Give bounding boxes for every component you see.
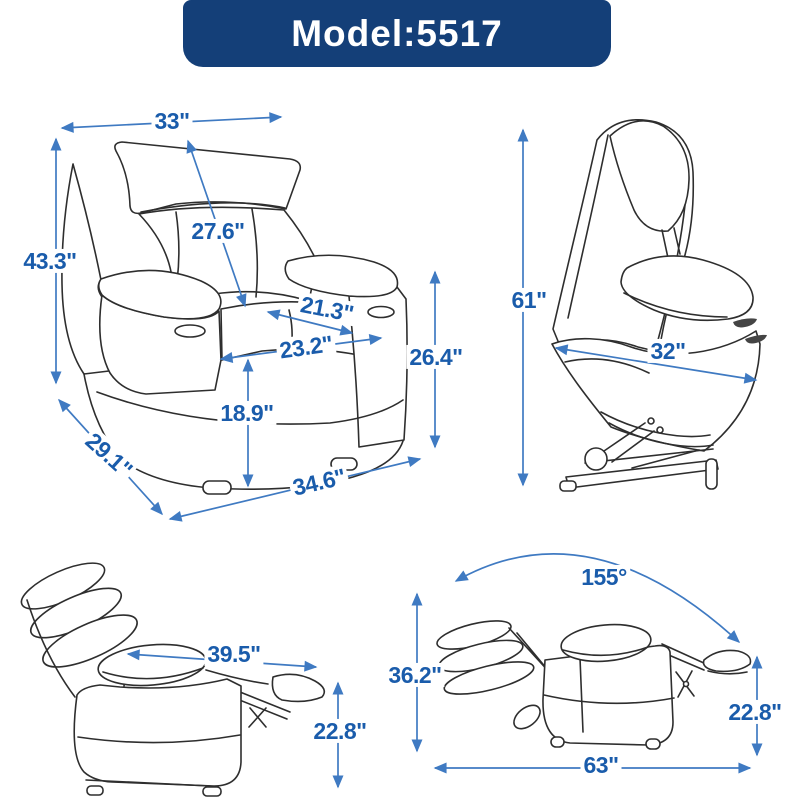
dim-label-back-height: 27.6" (188, 219, 247, 243)
dim-label-base-depth: 29.1" (80, 427, 138, 483)
model-title: Model:5517 (291, 12, 503, 54)
dim-label-overall-depth: 34.6" (287, 464, 350, 501)
lifted-view-chair-drawing (552, 120, 767, 491)
model-banner (183, 0, 611, 67)
dim-label-footrest-height-side: 22.8" (310, 719, 369, 743)
dim-label-seat-width: 21.3" (296, 292, 359, 327)
dim-label-footrest-height-flat: 22.8" (725, 700, 784, 724)
dim-label-overall-width: 33" (152, 109, 193, 133)
reclined-view-chair-drawing (16, 554, 325, 796)
dim-label-recline-length: 39.5" (204, 642, 263, 666)
dim-label-total-height: 61" (509, 288, 550, 312)
dim-label-arm-height: 26.4" (406, 345, 465, 369)
dim-label-seat-depth: 23.2" (275, 331, 337, 363)
dim-label-seat-height: 18.9" (217, 401, 276, 425)
dim-label-overall-height: 43.3" (20, 249, 79, 273)
dim-label-overall-length: 63" (581, 753, 622, 777)
dim-label-recline-angle: 155° (578, 565, 630, 589)
fully-reclined-view-chair-drawing (434, 615, 750, 749)
dim-label-backrest-length: 32" (648, 339, 689, 363)
dim-label-back-height-flat: 36.2" (385, 663, 444, 687)
